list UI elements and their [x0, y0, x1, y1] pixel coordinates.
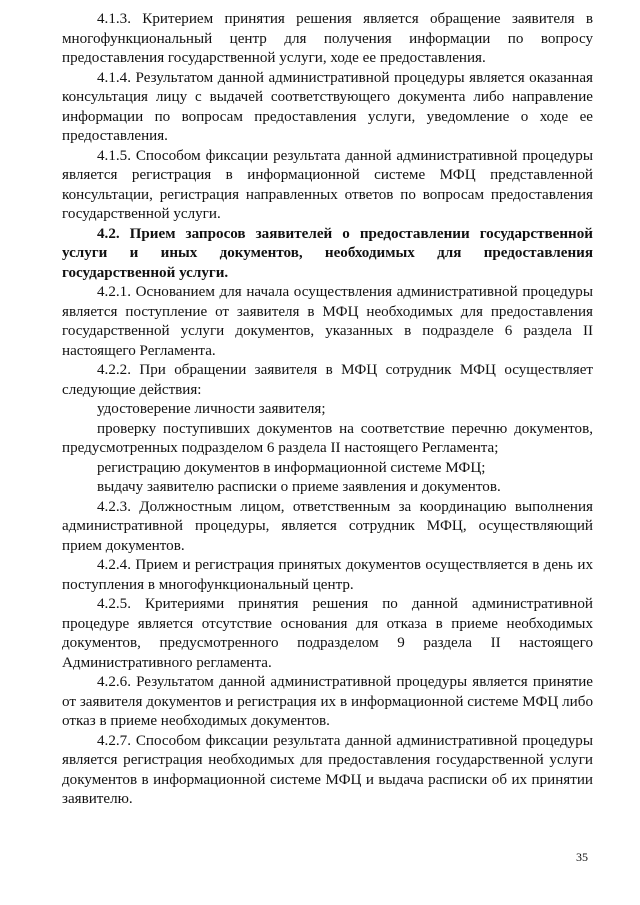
paragraph: регистрацию документов в информационной системе МФЦ;: [97, 459, 486, 476]
paragraph: 4.1.3. Критерием принятия решения является обращение заявителя в многофункциональный центр для получения информации по вопросу предоставления государственной услуги, ходе ее предоставления.: [62, 11, 593, 66]
paragraph: выдачу заявителю расписки о приеме заявления и документов.: [97, 479, 501, 495]
section-heading: 4.2. Прием запросов заявителей о предоставлении государственной услуги и иных документов, необходимых для предоставления государственной услуги.: [62, 225, 593, 281]
paragraph: удостоверение личности заявителя;: [97, 401, 326, 417]
paragraph: 4.2.2. При обращении заявителя в МФЦ сотрудник МФЦ осуществляет следующие действия:: [62, 362, 593, 398]
paragraph: 4.1.4. Результатом данной административной процедуры является оказанная консультация лицу с выдачей соответствующего документа либо направление информации по вопросам предоставления услуги, уведомление о ходе ее предоставления.: [62, 69, 593, 144]
paragraph: проверку поступивших документов на соответствие перечню документов, предусмотренных подразделом 6 раздела II настоящего Регламента;: [62, 420, 593, 456]
paragraph: 4.2.1. Основанием для начала осуществления административной процедуры является поступление от заявителя в МФЦ необходимых для предоставления государственной услуги документов, указанных в подразделе 6 раздела II настоящего Регламента.: [62, 284, 593, 359]
paragraph: 4.2.7. Способом фиксации результата данной административной процедуры является регистрация необходимых для предоставления государственной услуги документов в информационной системе МФЦ и выдача расписки об их принятии заявителю.: [62, 732, 593, 807]
page-number: 35: [576, 850, 588, 864]
document-body: [62, 10, 593, 810]
paragraph: 4.2.3. Должностным лицом, ответственным за координацию выполнения административной процедуры, является сотрудник МФЦ, осуществляющий прием документов.: [62, 498, 593, 554]
paragraph: 4.1.5. Способом фиксации результата данной административной процедуры является регистрация в информационной системе МФЦ представленной консультации, регистрация направленных ответов по вопросам предоставления государственной услуги.: [62, 147, 593, 222]
paragraph: 4.2.4. Прием и регистрация принятых документов осуществляется в день их поступления в многофункциональный центр.: [62, 557, 593, 593]
paragraph: 4.2.6. Результатом данной административной процедуры является принятие от заявителя документов и регистрация их в информационной системе МФЦ либо отказ в приеме необходимых документов.: [62, 674, 593, 729]
paragraph: 4.2.5. Критериями принятия решения по данной административной процедуре является отсутствие основания для отказа в приеме необходимых документов, предусмотренного подразделом 9 раздела II настоящего Административного регламента.: [62, 596, 593, 671]
